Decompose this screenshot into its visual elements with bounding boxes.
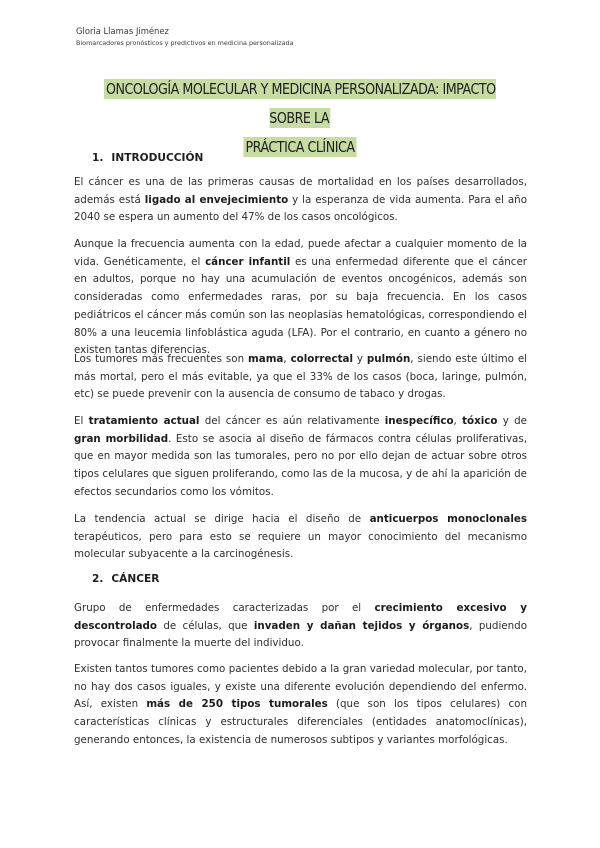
text-run: El cáncer es una de las primeras causas de mortalidad en los países desarrollados, además está [74, 176, 527, 206]
text-run: Grupo de enfermedades caracterizadas por el [74, 602, 375, 614]
bold-text: cáncer infantil [205, 255, 291, 268]
text-run: y de [497, 415, 528, 427]
bold-text: crecimiento excesivo y descontrolado [74, 602, 527, 632]
paragraph [74, 413, 527, 502]
text-run: y [353, 353, 367, 365]
paragraph [74, 511, 527, 564]
title-line-1: ONCOLOGÍA MOLECULAR Y MEDICINA PERSONALIZADA: IMPACTO SOBRE LA [105, 80, 496, 127]
bold-text: tratamiento actual [88, 415, 200, 427]
section-heading-cancer [92, 572, 159, 586]
bold-text: invaden y dañan tejidos y órganos [253, 619, 470, 632]
section-heading-introduccion [92, 151, 203, 165]
text-run: (que son los tipos celulares) con características clínicas y estructurales diferenciales (entidades anatomoclínicas), generando entonces, la existencia de numerosos subtipos y variantes morfológicas. [74, 698, 527, 746]
section-number: 1. [92, 152, 104, 164]
text-run: es una enfermedad diferente que el cáncer en adultos, porque no hay una acumulación de eventos oncogénicos, además son consideradas como enfermedades raras, por su baja frecuencia. En los casos pediátricos el cáncer más común son las neoplasias hematológicas, correspondiendo el 80% a una leucemia linfoblástica aguda (LFA). Por el contrario, en cuanto a género no existen tantas diferencias. [74, 255, 528, 357]
bold-text: más de 250 tipos tumorales [146, 698, 328, 711]
bold-text: anticuerpos monoclonales [369, 513, 527, 525]
section-label: INTRODUCCIÓN [111, 152, 204, 164]
text-run: , [453, 415, 463, 427]
author-name: Gloria Llamas Jiménez [76, 26, 169, 36]
paragraph [74, 236, 527, 360]
text-run: Los tumores más frecuentes son [74, 353, 249, 365]
text-run: . Esto se asocia al diseño de fármacos contra células proliferativas, que en mayor medida son las tumorales, pero no por ello dejan de actuar sobre otros tipos celulares que siguen proliferando, como las de la mucosa, y de ahí la aparición de efectos secundarios como los vómitos. [74, 432, 527, 498]
text-run: terapéuticos, pero para esto se requiere un mayor conocimiento del mecanismo molecular subyacente a la carcinogénesis. [74, 530, 527, 561]
text-run: , siendo este último el más mortal, pero el más evitable, ya que el 33% de los casos (boca, laringe, pulmón, etc) se puede prevenir con la ausencia de consumo de tabaco y drogas. [74, 353, 528, 401]
bold-text: inespecífico [384, 415, 454, 427]
bold-text: ligado al envejecimiento [144, 193, 289, 206]
text-run: Existen tantos tumores como pacientes debido a la gran variedad molecular, por tanto, no hay dos casos iguales, y existe una diferente evolución dependiendo del enfermo. Así, existen [74, 663, 527, 711]
paragraph [74, 600, 527, 653]
paragraph [74, 174, 527, 227]
document-title [103, 75, 497, 162]
section-number: 2. [92, 573, 104, 585]
text-run: , pudiendo provocar finalmente la muerte del individuo. [74, 619, 528, 650]
text-run: El [74, 415, 89, 427]
page-header [76, 24, 294, 48]
paragraph [74, 661, 527, 750]
title-line-2: PRÁCTICA CLÍNICA [245, 138, 355, 156]
bold-text: tóxico [462, 415, 498, 427]
text-run: , [283, 353, 291, 365]
text-run: de células, que [157, 619, 254, 632]
document-subtitle: Biomarcadores pronósticos y predictivos en medicina personalizada [76, 39, 294, 47]
paragraph [74, 351, 527, 404]
text-run: La tendencia actual se dirige hacia el diseño de [74, 513, 370, 525]
text-run: del cáncer es aún relativamente [199, 415, 385, 427]
bold-text: pulmón [366, 353, 411, 365]
section-label: CÁNCER [111, 573, 160, 585]
bold-text: gran morbilidad [74, 432, 169, 445]
bold-text: mama [248, 353, 284, 365]
text-run: y la esperanza de vida aumenta. Para el año 2040 se espera un aumento del 47% de los casos oncológicos. [74, 193, 528, 224]
text-run: Aunque la frecuencia aumenta con la edad, puede afectar a cualquier momento de la vida. Genéticamente, el [74, 238, 527, 268]
bold-text: colorrectal [290, 353, 353, 365]
